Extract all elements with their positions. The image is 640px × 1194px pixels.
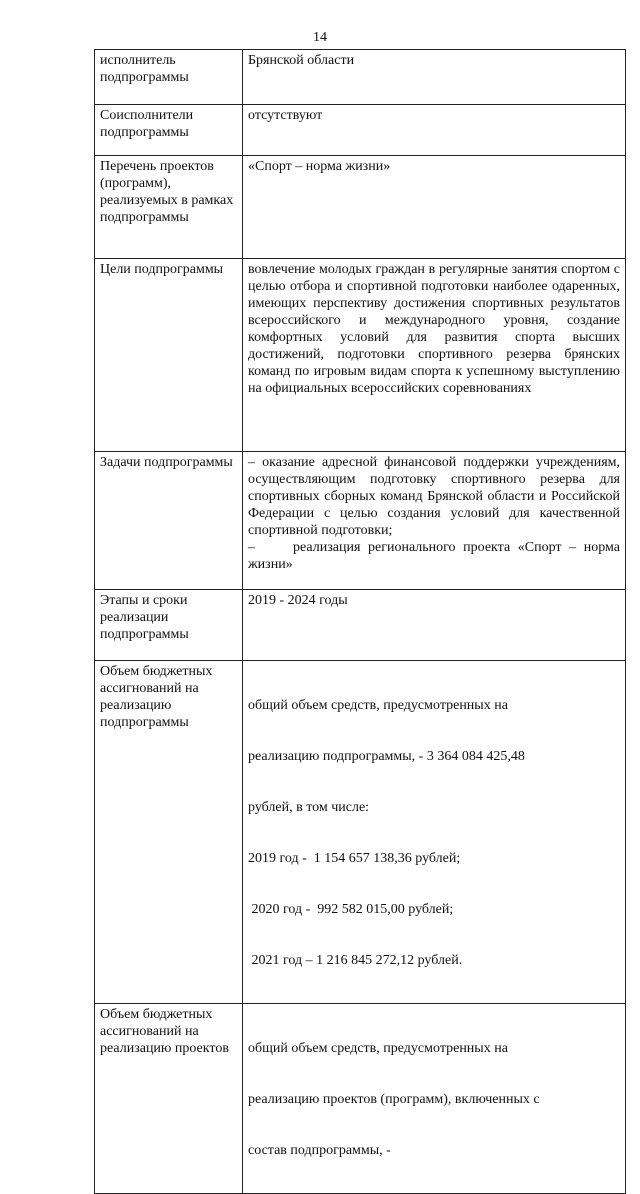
row-label: Этапы и сроки реализации подпрограммы xyxy=(95,590,243,661)
table-row xyxy=(95,50,626,105)
row-label: исполнитель подпрограммы xyxy=(95,50,243,105)
funding-line: реализацию подпрограммы, - 3 364 084 425,48 xyxy=(248,749,525,764)
row-value: 2019 - 2024 годы xyxy=(243,590,626,661)
table-row xyxy=(95,590,626,661)
table-row xyxy=(95,105,626,156)
row-label: Объем бюджетных ассигнований на реализацию проектов xyxy=(95,1004,243,1194)
row-value xyxy=(243,452,626,590)
row-value xyxy=(243,661,626,1004)
row-label: Цели подпрограммы xyxy=(95,259,243,452)
funding-line: рублей, в том числе: xyxy=(248,800,370,815)
row-value xyxy=(243,1004,626,1194)
row-label: Задачи подпрограммы xyxy=(95,452,243,590)
task-item: – оказание адресной финансовой поддержки учреждениям, осуществляющим подготовку спортивного резерва для спортивных сборных команд Брянской области и Российской Федерации с целью создания условий для качественной спортивной подготовки; xyxy=(248,455,620,538)
row-label: Соисполнители подпрограммы xyxy=(95,105,243,156)
row-value: Брянской области xyxy=(243,50,626,105)
funding-line: общий объем средств, предусмотренных на xyxy=(248,698,508,713)
row-value: «Спорт – норма жизни» xyxy=(243,156,626,259)
row-label: Объем бюджетных ассигнований на реализацию подпрограммы xyxy=(95,661,243,1004)
task-item: – реализация регионального проекта «Спорт – норма жизни» xyxy=(248,540,624,572)
table-row xyxy=(95,156,626,259)
row-value: вовлечение молодых граждан в регулярные занятия спортом с целью отбора и спортивной подготовки наиболее одаренных, имеющих перспективу достижения спортивных результатов всероссийского и международного уровня, создание комфортных условий для развития спорта высших достижений, подготовки спортивного резерва брянских команд по игровым видам спорта к успешному выступлению на официальных всероссийских соревнованиях xyxy=(243,259,626,452)
funding-line: состав подпрограммы, - xyxy=(248,1143,391,1158)
table-row xyxy=(95,452,626,590)
table-row xyxy=(95,259,626,452)
table-row xyxy=(95,1004,626,1194)
funding-line: общий объем средств, предусмотренных на xyxy=(248,1041,508,1056)
page-number: 14 xyxy=(313,30,327,45)
table-row xyxy=(95,661,626,1004)
funding-line: реализацию проектов (программ), включенных с xyxy=(248,1092,540,1107)
funding-line: 2021 год – 1 216 845 272,12 рублей. xyxy=(248,953,463,968)
funding-line: 2020 год - 992 582 015,00 рублей; xyxy=(248,902,454,917)
row-value: отсутствуют xyxy=(243,105,626,156)
subprogram-passport-table xyxy=(94,49,626,1194)
row-label: Перечень проектов (программ), реализуемых в рамках подпрограммы xyxy=(95,156,243,259)
funding-line: 2019 год - 1 154 657 138,36 рублей; xyxy=(248,851,461,866)
